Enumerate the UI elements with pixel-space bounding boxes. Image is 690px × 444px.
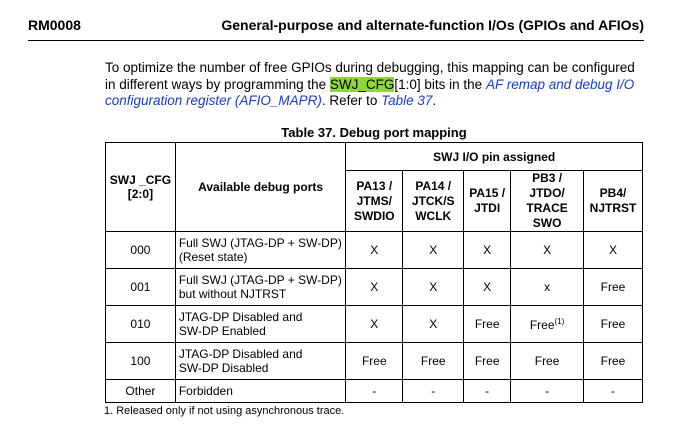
table-link[interactable]: Table 37 <box>381 93 433 108</box>
paragraph-text-2: [1:0] bits in the <box>394 76 486 92</box>
pin-cell: Free <box>584 343 643 380</box>
pin-cell: Free$^{(1)}$ <box>511 306 584 343</box>
footnote: 1. Released only if not using asynchronous trace. <box>104 405 345 417</box>
cfg-cell: 010 <box>106 306 176 343</box>
pin-cell: Free <box>464 343 511 380</box>
header-pin-assigned: SWJ I/O pin assigned <box>346 143 643 171</box>
desc-cell: Full SWJ (JTAG-DP + SW-DP) (Reset state) <box>175 232 345 269</box>
table-row <box>106 380 643 403</box>
pin-cell: - <box>464 380 511 403</box>
intro-paragraph <box>105 60 645 110</box>
header-pa14: PA14 / JTCK/S WCLK <box>403 171 464 232</box>
pin-cell: X <box>511 232 584 269</box>
header-swj-cfg: SWJ _CFG [2:0] <box>106 143 176 232</box>
pin-cell: - <box>584 380 643 403</box>
cfg-cell: Other <box>106 380 176 403</box>
header-pb3: PB3 / JTDO/ TRACE SWO <box>511 171 584 232</box>
table-row <box>106 343 643 380</box>
pin-cell: - <box>346 380 403 403</box>
header-pa13: PA13 / JTMS/ SWDIO <box>346 171 403 232</box>
table-row <box>106 232 643 269</box>
pin-cell: Free <box>584 306 643 343</box>
paragraph-text-4: . <box>432 93 437 108</box>
table-row <box>106 269 643 306</box>
page-header <box>28 17 644 35</box>
paragraph-text-3: . Refer to <box>321 93 382 108</box>
desc-cell: JTAG-DP Disabled and SW-DP Enabled <box>175 306 345 343</box>
pin-cell: Free <box>346 343 403 380</box>
desc-cell: JTAG-DP Disabled and SW-DP Disabled <box>175 343 345 380</box>
pin-cell: X <box>403 269 464 306</box>
document-code: RM0008 <box>28 17 81 33</box>
pin-cell: X <box>346 269 403 306</box>
pin-cell: - <box>511 380 584 403</box>
pin-cell: X <box>346 306 403 343</box>
pin-cell: x <box>511 269 584 306</box>
footnote-marker[interactable]: (1) <box>554 316 565 326</box>
pin-cell: Free <box>464 306 511 343</box>
pin-cell: X <box>346 232 403 269</box>
highlighted-term[interactable]: SWJ_CFG <box>329 76 395 92</box>
header-pa15: PA15 / JTDI <box>464 171 511 232</box>
pin-cell: - <box>403 380 464 403</box>
pin-cell: X <box>464 232 511 269</box>
pin-cell: X <box>584 232 643 269</box>
header-pb4: PB4/ NJTRST <box>584 171 643 232</box>
cfg-cell: 100 <box>106 343 176 380</box>
table-row <box>106 306 643 343</box>
pin-cell: X <box>403 306 464 343</box>
desc-cell: Full SWJ (JTAG-DP + SW-DP) but without NJTRST <box>175 269 345 306</box>
pin-cell: Free <box>584 269 643 306</box>
cfg-cell: 001 <box>106 269 176 306</box>
section-title: General-purpose and alternate-function I/Os (GPIOs and AFIOs) <box>221 17 644 33</box>
pin-cell: X <box>403 232 464 269</box>
table-caption: Table 37. Debug port mapping <box>281 125 467 140</box>
debug-port-mapping-table <box>105 142 643 403</box>
paragraph-text-1: To optimize the number of free GPIOs during debugging, this mapping can be configured in different ways by programming the <box>105 60 635 92</box>
cfg-cell: 000 <box>106 232 176 269</box>
header-available-ports: Available debug ports <box>175 143 345 232</box>
header-rule <box>28 40 644 41</box>
pin-cell: Free <box>403 343 464 380</box>
register-link[interactable]: AF remap and debug I/O configuration register (AFIO_MAPR) <box>105 76 635 108</box>
pin-cell: X <box>464 269 511 306</box>
pin-cell: Free <box>511 343 584 380</box>
desc-cell: Forbidden <box>175 380 345 403</box>
